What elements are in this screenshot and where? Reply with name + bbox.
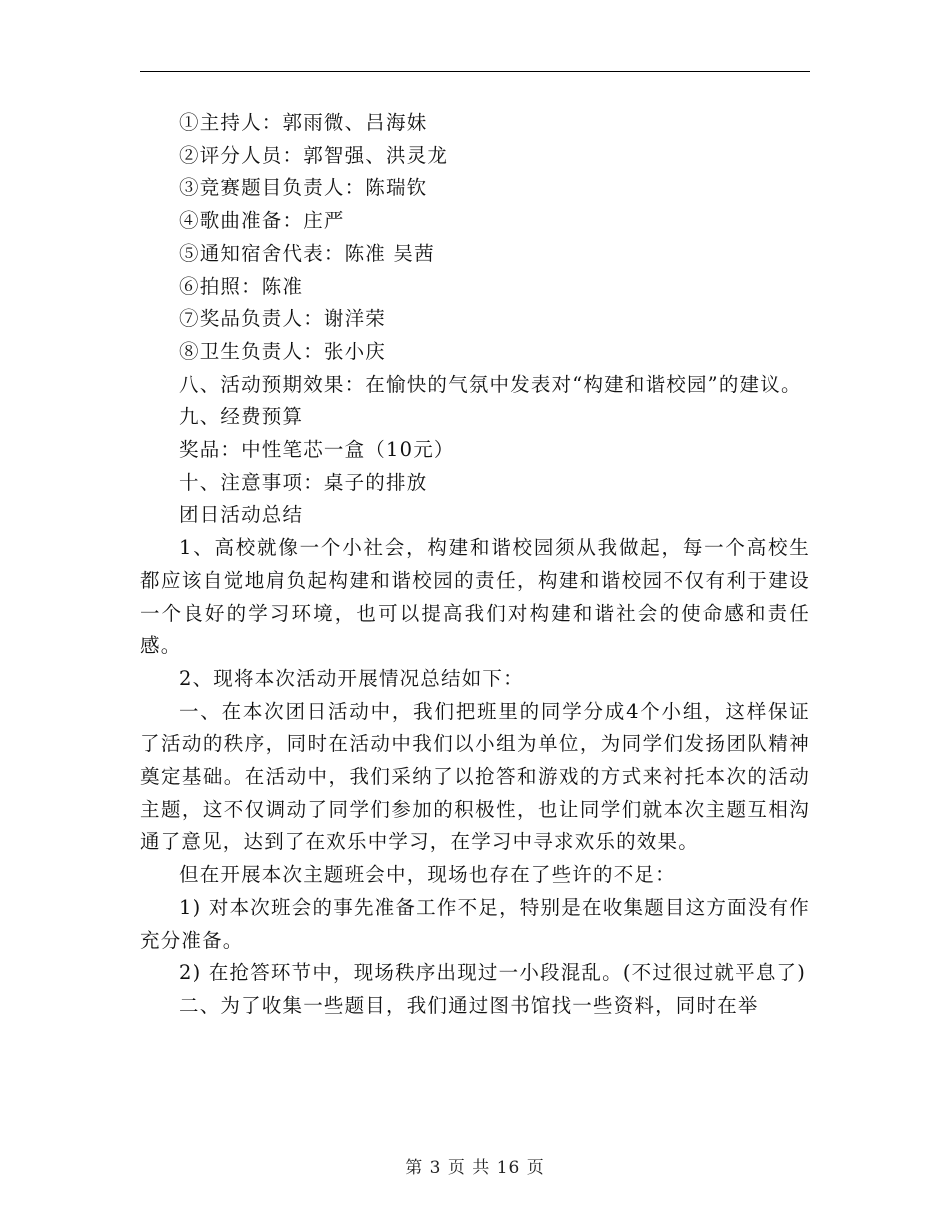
summary-paragraph-4: 二、为了收集一些题目，我们通过图书馆找一些资料，同时在举 [179,993,759,1017]
header-rule [140,71,810,72]
list-item-hygiene: ⑧卫生负责人：张小庆 [179,339,387,363]
section-budget-heading: 九、经费预算 [179,405,304,429]
list-item-photos: ⑥拍照：陈准 [179,274,304,298]
section-expected-effect: 八、活动预期效果：在愉快的气氛中发表对“构建和谐校园”的建议。 [179,372,802,396]
page-number: 第 3 页 共 16 页 [405,1158,545,1178]
budget-item: 奖品：中性笔芯一盒（10元） [179,438,455,462]
list-item-host: ①主持人：郭雨微、吕海妹 [179,111,428,134]
shortcoming-1: 1) 对本次班会的事先准备工作不足，特别是在收集题目这方面没有作充分准备。 [140,895,810,952]
list-item-quiz-lead: ③竞赛题目负责人：陈瑞钦 [179,176,428,200]
section-notes: 十、注意事项：桌子的排放 [179,470,428,494]
summary-paragraph-3: 一、在本次团日活动中，我们把班里的同学分成4个小组，这样保证了活动的秩序，同时在活动中我们以小组为单位，为同学们发扬团队精神奠定基础。在活动中，我们采纳了以抢答和游戏的方式来衬托本次的活动主题，这不仅调动了同学们参加的积极性，也让同学们就本次主题互相沟通了意见，达到了在欢乐中学习，在学习中寻求欢乐的效果。 [140,699,810,854]
document-body [140,107,810,1023]
shortcomings-intro: 但在开展本次主题班会中，现场也存在了些许的不足： [179,863,676,887]
list-item-prizes: ⑦奖品负责人：谢洋荣 [179,307,387,331]
summary-paragraph-1: 1、高校就像一个小社会，构建和谐校园须从我做起，每一个高校生都应该自觉地肩负起构建和谐校园的责任，构建和谐校园不仅有利于建设一个良好的学习环境，也可以提高我们对构建和谐社会的使命感和责任感。 [140,536,810,658]
summary-heading: 团日活动总结 [179,503,304,527]
list-item-songs: ④歌曲准备：庄严 [179,209,345,233]
list-item-dorm-notice: ⑤通知宿舍代表：陈准 吴茜 [179,241,435,265]
shortcoming-2: 2) 在抢答环节中，现场秩序出现过一小段混乱。(不过很过就平息了) [179,961,807,985]
list-item-judges: ②评分人员：郭智强、洪灵龙 [179,143,449,167]
summary-paragraph-2: 2、现将本次活动开展情况总结如下： [179,666,524,690]
